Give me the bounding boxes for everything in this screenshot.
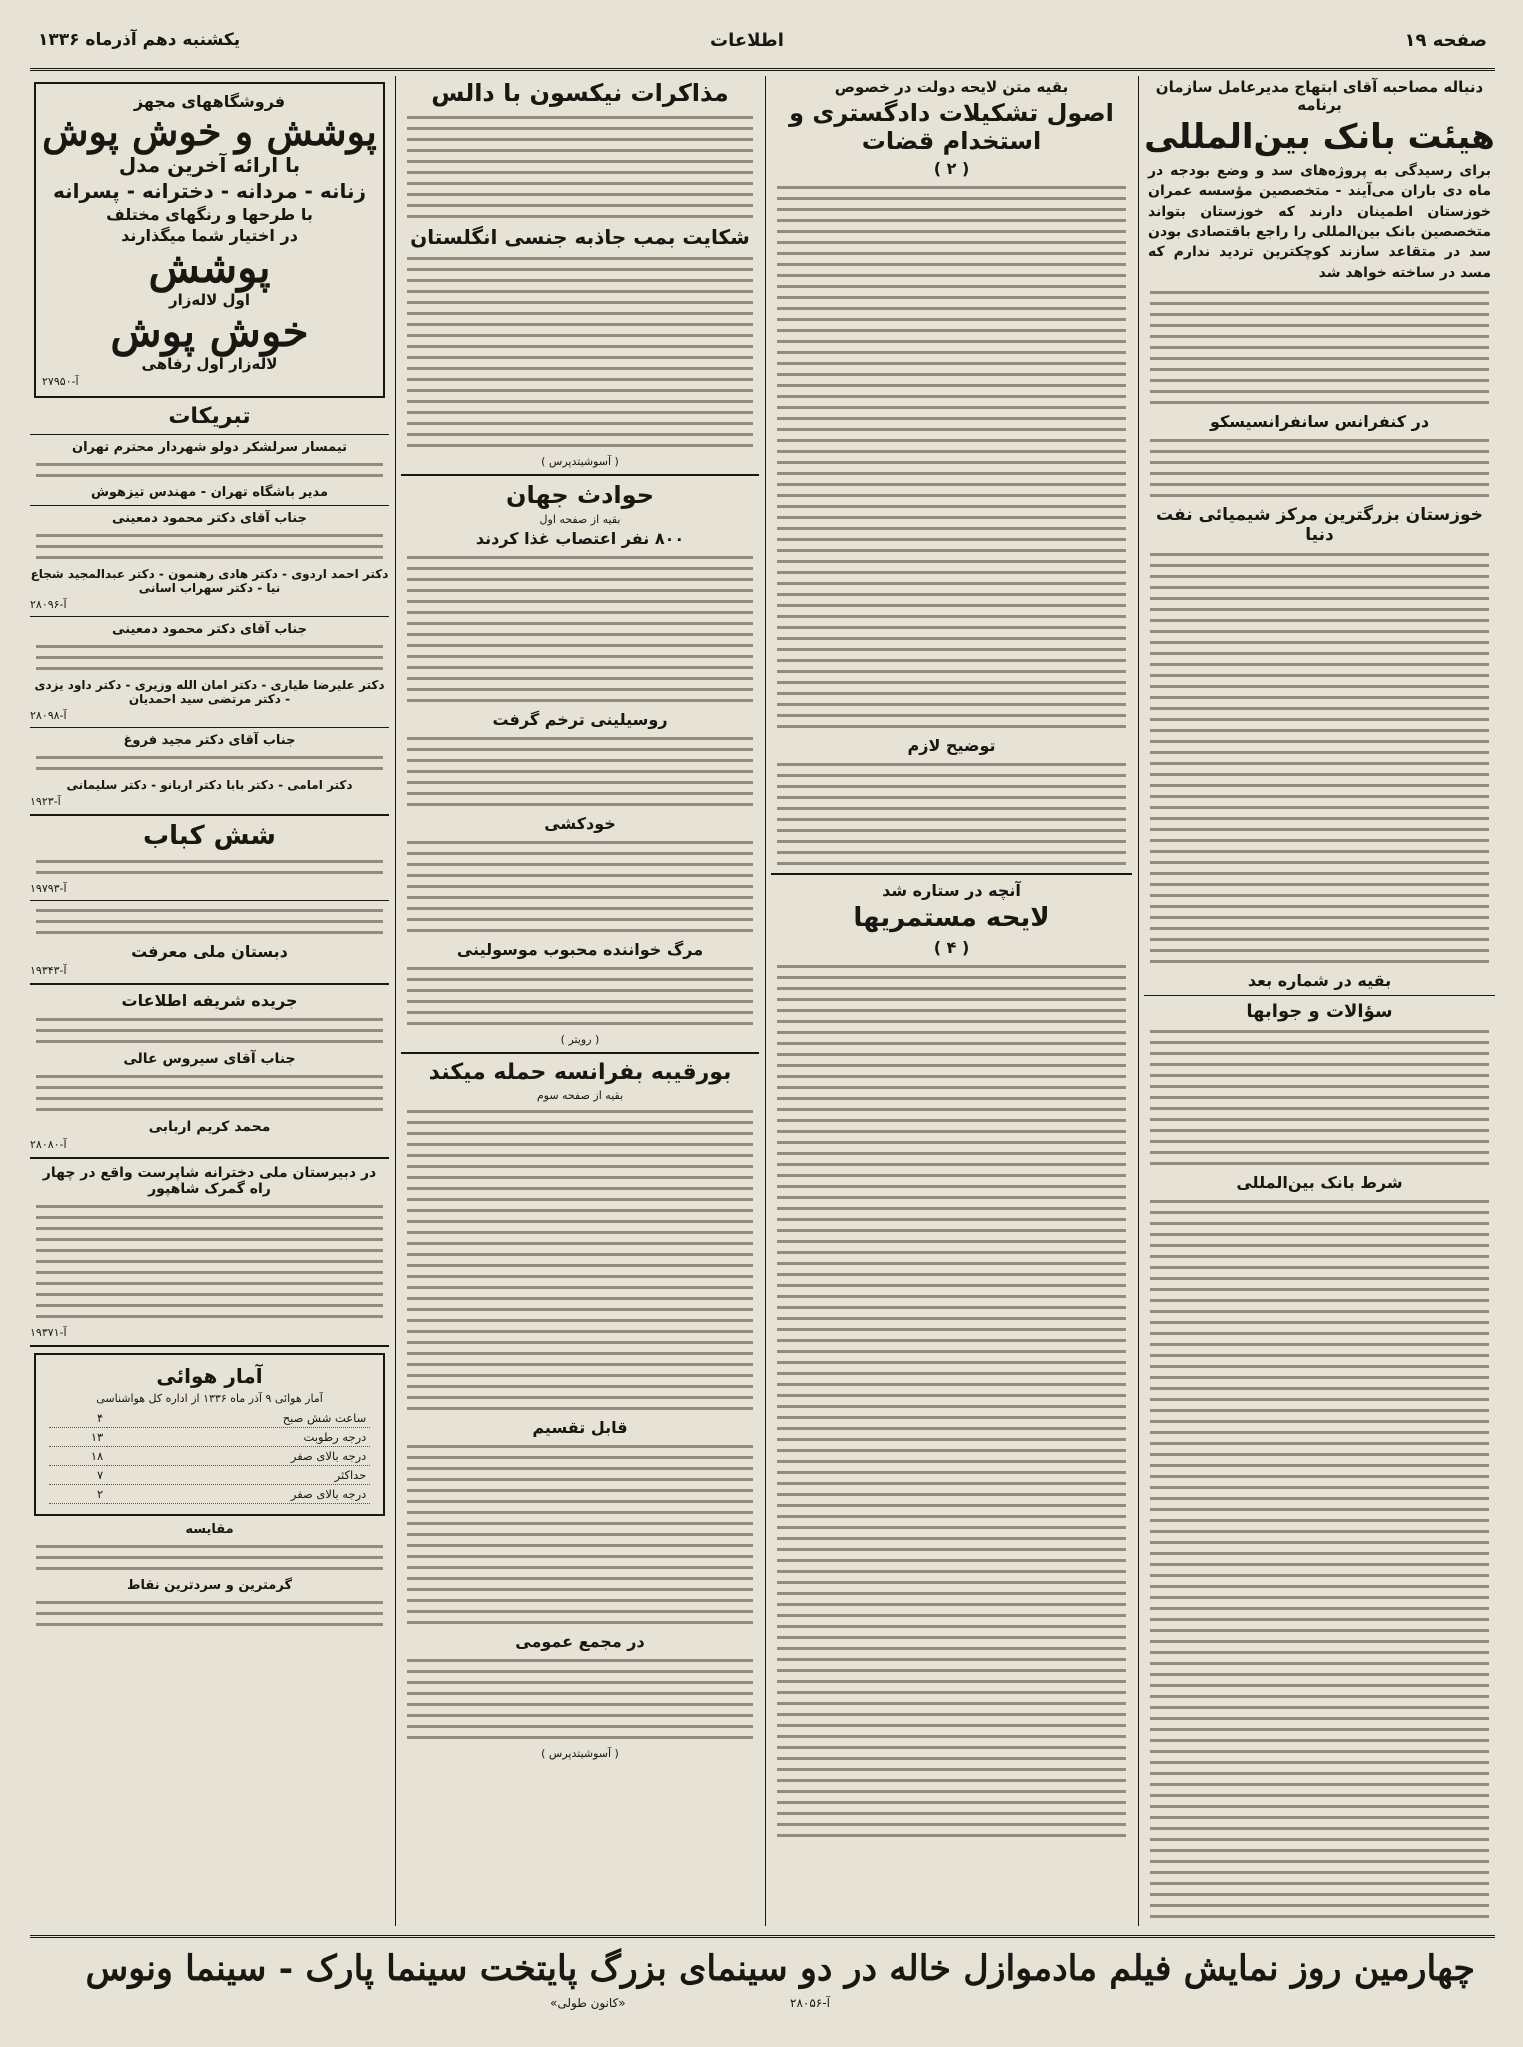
notice-heading: تیمسار سرلشکر دولو شهردار محترم تهران [71,440,348,456]
weather-value: ۱۸ [49,1447,108,1466]
table-row [49,1428,371,1447]
weather-title: آمار هوائی [156,1364,263,1389]
article-body [777,763,1126,865]
news-agency: ( آسوشیتدپرس ) [541,1747,619,1761]
table-row [49,1447,371,1466]
banner-sub: «کانون طولی» [550,1996,626,2010]
subheading: خوزستان بزرگترین مرکز شیمیائی نفت دنیا [1156,504,1483,545]
notice-heading: جناب آقای دکتر محمود دمعینی [112,511,307,527]
notice-code: آ-۱۹۲۳ [30,795,61,809]
article-headline: اصول تشکیلات دادگستری و استخدام قضات [789,99,1114,155]
ad-code: آ-۱۹۳۴۳ [30,964,67,978]
cinema-banner-ad [30,1935,1495,2018]
ad-line: در اختیار شما میگذارند [121,226,298,245]
article-body [777,965,1126,1837]
weather-intro: آمار هوائی ۹ آذر ماه ۱۳۳۶ از اداره کل هواشناسی [96,1392,323,1406]
subheading: آنچه در ستاره شد [882,881,1021,901]
article-body [1150,439,1489,497]
weather-label: درجه رطوبت [107,1428,370,1447]
column-rule [1138,76,1139,1926]
article-headline: هیئت بانک بین‌المللی [1144,117,1495,157]
ad-title: شش کباب [143,821,276,852]
notice-code: آ-۲۸۰۹۶ [30,598,67,612]
banner-code: آ-۲۸۰۵۶ [790,1996,830,2010]
article-body [407,737,753,806]
ad-code: آ-۲۷۹۵۰ [42,375,79,388]
column-2 [771,76,1132,1926]
subheading: ۸۰۰ نفر اعتصاب غذا کردند [475,529,685,549]
notice-signature: دکتر امامی - دکتر بابا دکتر اربانو - دکتر سلیمانی [66,778,353,793]
ad-store-name: خوش پوش [110,307,309,356]
weather-notes [36,1601,383,1626]
table-row [49,1466,371,1485]
notice-code: آ-۲۸۰۹۸ [30,709,67,723]
weather-value: ۴ [49,1409,108,1428]
banner-text: چهارمین روز نمایش فیلم مادموازل خاله در دو سینمای بزرگ پایتخت سینما پارک - سینما ونوس [85,1948,1475,1989]
article-body [407,1110,753,1410]
subheading: روسیلینی ترخم گرفت [492,710,668,730]
article-body [1150,291,1489,404]
subheading: در کنفرانس سانفرانسیسکو [1209,411,1430,431]
article-body [1150,553,1489,963]
notice-signature: دکتر احمد اردوی - دکتر هادی رهنمون - دکتر عبدالمجید شجاع نیا - دکتر سهراب اسانی [30,567,389,596]
article-deck: برای رسیدگی به پروژه‌های سد و وضع بودجه در ماه دی باران می‌آیند - متخصصین مؤسسه عمران خوزستان اطمینان دارند که خوزستان بتواند متخصصین بانک بین‌المللی را راجع باقتصادی بودن سد در متقاعد سازند کوچکترین تردید ندارم که مسد در ساخته خواهد شد [1148,163,1491,281]
article-body [407,556,753,702]
table-row [49,1409,371,1428]
ad-address: اول لاله‌زار [168,291,250,309]
weather-box [34,1353,385,1516]
notice-body [36,534,383,559]
notice-body [36,645,383,670]
article-headline: بورقیبه بفرانسه حمله میکند [428,1060,732,1086]
table-row [49,1485,371,1504]
section-title: تبریکات [168,404,251,429]
notice-body [36,463,383,477]
column-rule [765,76,766,1926]
weather-table [49,1409,371,1504]
article-headline: شکایت بمب جاذبه جنسی انگلستان [410,224,750,249]
ad-code: آ-۱۹۳۷۱ [30,1326,67,1340]
weather-label: درجه بالای صفر [107,1485,370,1504]
ad-title: دبستان ملی معرفت [131,942,288,962]
ad-title: جریده شریفه اطلاعات [121,991,298,1011]
subheading: مرگ خواننده محبوب موسولینی [456,940,704,960]
subheading: شرط بانک بین‌المللی [1236,1172,1403,1192]
ad-line: با ارائه آخرین مدل [118,153,301,177]
weather-label: حداکثر [107,1466,370,1485]
news-agency: ( رویتر ) [560,1033,600,1047]
ad-brand: پوشش و خوش پوش [42,109,377,154]
issue-date: یکشنبه دهم آذرماه ۱۳۳۶ [38,30,241,50]
masthead [30,20,1495,71]
weather-value: ۲ [49,1485,108,1504]
article-headline: مذاکرات نیکسون با دالس [431,79,729,107]
weather-notes [36,1545,383,1570]
ad-signature: محمد کریم اربابی [148,1119,271,1136]
weather-value: ۷ [49,1466,108,1485]
ad-body [36,1205,383,1318]
news-agency: ( آسوشیتدپرس ) [541,454,619,468]
article-body [407,1445,753,1624]
ad-title: در دبیرستان ملی دخترانه شاپرست واقع در چهار راه گمرک شاهپور [42,1165,377,1198]
article-headline: حوادث جهان [506,480,654,509]
ad-code: آ-۲۸۰۸۰ [30,1138,67,1152]
article-body [407,116,753,218]
article-kicker: دنباله مصاحبه آقای ابتهاج مدیرعامل سازمان برنامه [1155,78,1484,114]
article-headline: لایحه مستمریها [853,903,1050,934]
article-body [407,967,753,1025]
subheading: بقیه در شماره بعد [1247,970,1392,990]
ad-body [36,909,383,934]
ad-body [36,860,383,874]
notice-signature: مدیر باشگاه تهران - مهندس تیزهوش [90,485,329,501]
article-body [1150,1200,1489,1926]
subheading: خودکشی [544,814,616,834]
article-body [407,841,753,932]
ad-code: آ-۱۹۷۹۳ [30,882,67,896]
clothing-ad [34,82,385,398]
column-rule [395,76,396,1926]
ad-body [36,1075,383,1111]
notice-body [36,756,383,770]
ad-line: با طرحها و رنگهای مختلف [106,205,313,224]
weather-label: درجه بالای صفر [107,1447,370,1466]
subheading: توضیح لازم [907,736,996,756]
paper-name: اطلاعات [710,30,784,51]
newspaper-page [30,20,1495,2025]
page-number: صفحه ۱۹ [1404,30,1487,51]
article-body [1150,1030,1489,1165]
subheading: در مجمع عمومی [515,1632,645,1652]
column-1 [1144,76,1495,1926]
article-part: ( ۴ ) [933,938,970,958]
notice-signature: دکتر علیرضا طیاری - دکتر امان الله وزیری - دکتر داود یزدی - دکتر مرتضی سید احمدیان [34,678,385,707]
ad-body [36,1018,383,1043]
weather-value: ۱۳ [49,1428,108,1447]
notice-heading: جناب آقای دکتر محمود دمعینی [112,622,307,638]
weather-label: ساعت شش صبح [107,1409,370,1428]
ad-store-name: پوشش [148,243,271,292]
article-body [777,186,1126,728]
article-body [407,257,753,447]
subheading: قابل تقسیم [532,1418,628,1438]
article-kicker: بقیه متن لایحه دولت در خصوص [834,78,1069,96]
article-part: ( ۲ ) [933,159,970,179]
subheading: سؤالات و جوابها [1246,1000,1393,1022]
ad-line: زنانه - مردانه - دخترانه - پسرانه [52,179,366,203]
notice-heading: جناب آقای دکتر مجید فروغ [123,733,296,749]
ad-address: لاله‌زار اول رفاهی [141,355,278,373]
column-4-ads [30,76,389,1926]
column-3 [401,76,759,1926]
article-kicker: بقیه از صفحه اول [539,513,621,527]
ad-subtitle: جناب آقای سیروس عالی [123,1051,296,1068]
ad-kicker: فروشگاههای مجهز [133,92,286,111]
article-body [407,1659,753,1739]
weather-note: گرمترین و سردترین نقاط [126,1578,293,1594]
weather-compare: مقایسه [185,1522,234,1538]
article-kicker: بقیه از صفحه سوم [536,1089,624,1103]
